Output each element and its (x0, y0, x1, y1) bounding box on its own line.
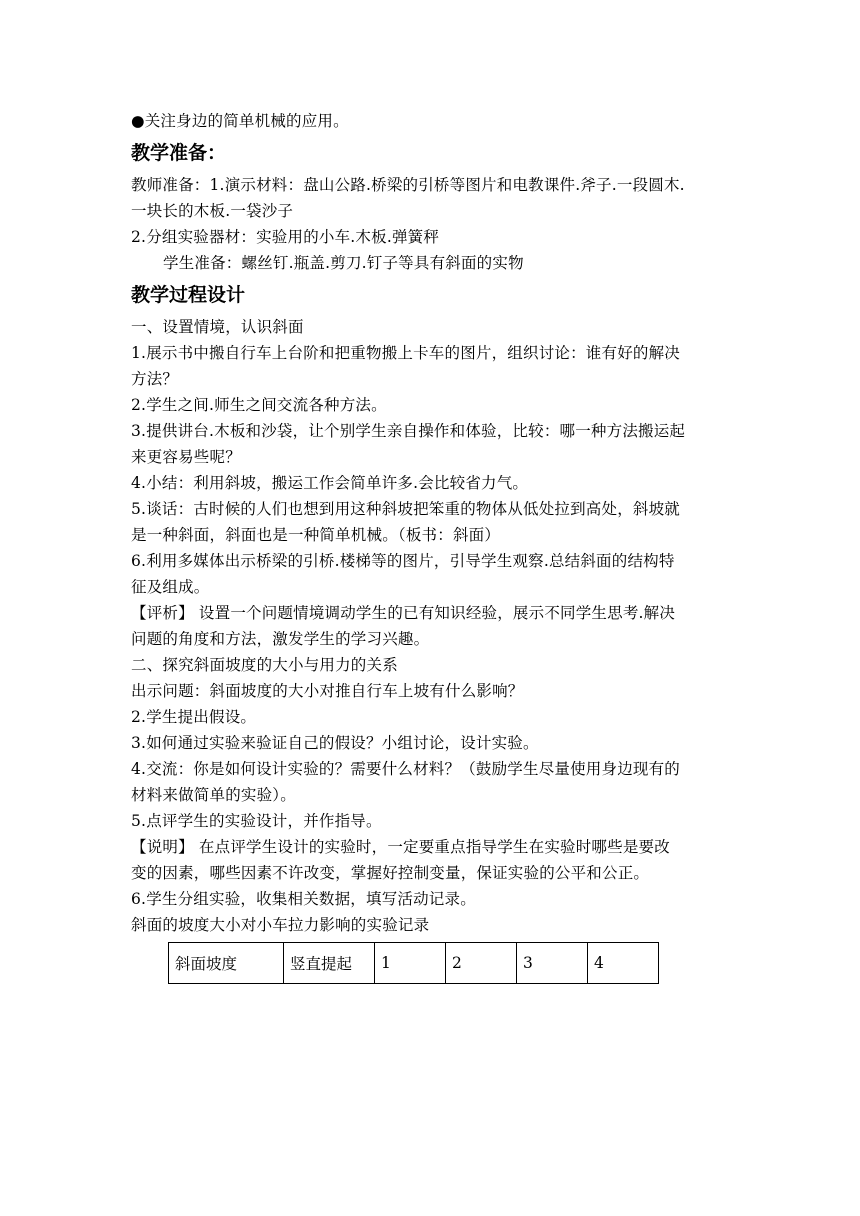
table-row (169, 943, 659, 984)
process-line: 来更容易些呢？ (131, 448, 241, 466)
process-line: 二、探究斜面坡度的大小与用力的关系 (131, 656, 398, 674)
document-body (131, 108, 731, 984)
process-line: 6.利用多媒体出示桥梁的引桥.楼梯等的图片，引导学生观察.总结斜面的结构特 (131, 552, 675, 570)
process-line: 3.如何通过实验来验证自己的假设？小组讨论，设计实验。 (131, 734, 539, 752)
prep-line: 一块长的木板.一袋沙子 (131, 202, 294, 220)
heading-teaching-preparation: 教学准备： (131, 142, 227, 164)
process-line: 4.小结：利用斜坡，搬运工作会简单许多.会比较省力气。 (131, 474, 529, 492)
process-line: 1.展示书中搬自行车上台阶和把重物搬上卡车的图片，组织讨论：谁有好的解决 (131, 344, 680, 362)
goal-line: ●关注身边的简单机械的应用。 (131, 112, 349, 130)
process-line: 4.交流：你是如何设计实验的？需要什么材料？（鼓励学生尽量使用身边现有的 (131, 760, 680, 778)
note-line: 【说明】 在点评学生设计的实验时，一定要重点指导学生在实验时哪些是要改 (131, 838, 670, 856)
table-cell: 3 (517, 943, 588, 984)
process-line: 5.点评学生的实验设计，并作指导。 (131, 812, 382, 830)
experiment-record-table (168, 942, 659, 984)
process-line: 材料来做简单的实验）。 (131, 786, 296, 804)
process-line: 5.谈话：古时候的人们也想到用这种斜坡把笨重的物体从低处拉到高处，斜坡就 (131, 500, 680, 518)
process-line: 2.学生提出假设。 (131, 708, 257, 726)
comment-line: 【评析】 设置一个问题情境调动学生的已有知识经验，展示不同学生思考.解决 (131, 604, 676, 622)
process-line: 出示问题：斜面坡度的大小对推自行车上坡有什么影响？ (131, 682, 524, 700)
prep-line: 教师准备：1.演示材料：盘山公路.桥梁的引桥等图片和电教课件.斧子.一段圆木. (131, 176, 685, 194)
student-prep-line: 学生准备：螺丝钉.瓶盖.剪刀.钉子等具有斜面的实物 (163, 254, 524, 272)
table-cell: 竖直提起 (284, 943, 375, 984)
process-line: 方法？ (131, 370, 179, 388)
table-cell: 2 (446, 943, 517, 984)
heading-teaching-process: 教学过程设计 (131, 284, 246, 306)
process-line: 是一种斜面，斜面也是一种简单机械。（板书：斜面） (131, 526, 501, 544)
note-line: 变的因素，哪些因素不许改变，掌握好控制变量，保证实验的公平和公正。 (131, 864, 650, 882)
table-cell: 1 (375, 943, 446, 984)
prep-line: 2.分组实验器材：实验用的小车.木板.弹簧秤 (131, 228, 440, 246)
process-line: 6.学生分组实验，收集相关数据，填写活动记录。 (131, 890, 476, 908)
table-cell: 4 (588, 943, 659, 984)
process-line: 征及组成。 (131, 578, 210, 596)
table-caption: 斜面的坡度大小对小车拉力影响的实验记录 (131, 916, 430, 934)
process-line: 2.学生之间.师生之间交流各种方法。 (131, 396, 387, 414)
process-line: 3.提供讲台.木板和沙袋，让个别学生亲自操作和体验，比较：哪一种方法搬运起 (131, 422, 686, 440)
table-cell: 斜面坡度 (169, 943, 284, 984)
process-line: 一、设置情境，认识斜面 (131, 318, 304, 336)
comment-line: 问题的角度和方法，激发学生的学习兴趣。 (131, 630, 430, 648)
